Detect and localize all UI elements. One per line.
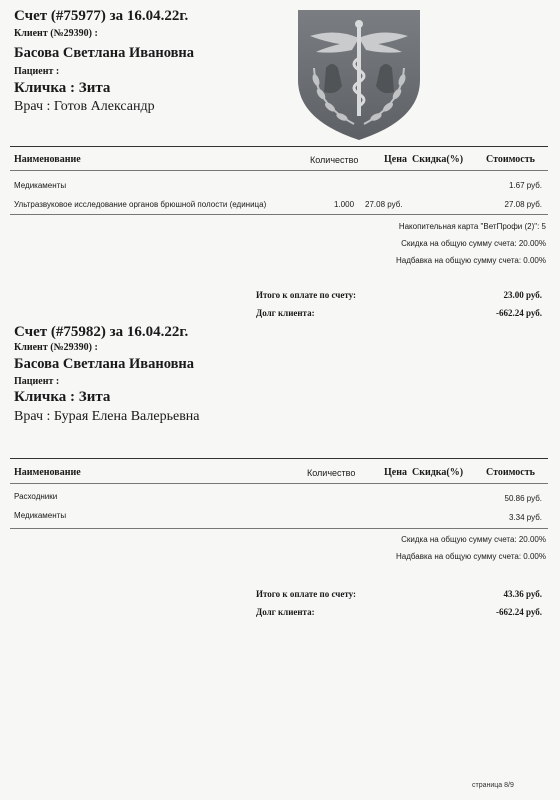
doctor-name: Врач : Бурая Елена Валерьевна <box>14 409 200 424</box>
col-header-discount: Скидка(%) <box>412 154 464 165</box>
note-loyalty-card: Накопительная карта "ВетПрофи (2)": 5 <box>398 222 546 231</box>
row-2-cost: 27.08 руб. <box>504 200 542 209</box>
header-bottom-rule <box>10 483 548 484</box>
client-name: Басова Светлана Ивановна <box>14 45 195 61</box>
row-2-qty: 1.000 <box>334 200 355 209</box>
patient-nickname: Кличка : Зита <box>14 389 111 405</box>
col-header-cost: Стоимость <box>486 154 535 165</box>
col-header-discount: Скидка(%) <box>412 467 464 478</box>
row-1-cost: 1.67 руб. <box>508 181 542 190</box>
table-bottom-rule <box>10 528 548 529</box>
client-label: Клиент (№29390) : <box>14 28 98 39</box>
total-value: 23.00 руб. <box>503 290 542 300</box>
total-label: Итого к оплате по счету: <box>256 589 357 599</box>
row-1-name: Медикаменты <box>14 181 67 190</box>
col-header-qty: Количество <box>310 155 359 165</box>
invoice-title: Счет (#75982) за 16.04.22г. <box>14 324 189 340</box>
row-2-price: 27.08 руб. <box>365 200 403 209</box>
client-name: Басова Светлана Ивановна <box>14 356 195 372</box>
doctor-name: Врач : Готов Александр <box>14 99 155 114</box>
row-2-name: Ультразвуковое исследование органов брюшной полости (единица) <box>14 200 267 209</box>
table-bottom-rule <box>10 214 548 215</box>
col-header-price: Цена <box>384 154 407 165</box>
page-number: страница 8/9 <box>472 782 514 789</box>
row-2-cost: 3.34 руб. <box>508 513 542 522</box>
row-2-name: Медикаменты <box>14 511 67 520</box>
client-label: Клиент (№29390) : <box>14 342 98 353</box>
note-markup: Надбавка на общую сумму счета: 0.00% <box>396 256 546 265</box>
debt-label: Долг клиента: <box>256 308 315 318</box>
debt-value: -662.24 руб. <box>495 308 542 318</box>
note-markup: Надбавка на общую сумму счета: 0.00% <box>396 552 546 561</box>
patient-label: Пациент : <box>14 66 60 77</box>
col-header-price: Цена <box>384 467 407 478</box>
row-1-name: Расходники <box>14 492 58 501</box>
invoice-title: Счет (#75977) за 16.04.22г. <box>14 8 189 24</box>
table-top-rule <box>10 146 548 147</box>
table-top-rule <box>10 458 548 459</box>
patient-nickname: Кличка : Зита <box>14 80 111 96</box>
col-header-cost: Стоимость <box>486 467 535 478</box>
patient-label: Пациент : <box>14 376 60 387</box>
total-value: 43.36 руб. <box>503 589 542 599</box>
note-discount: Скидка на общую сумму счета: 20.00% <box>401 535 546 544</box>
row-1-cost: 50.86 руб. <box>504 494 542 503</box>
col-header-qty: Количество <box>307 468 356 478</box>
debt-value: -662.24 руб. <box>495 607 542 617</box>
col-header-name: Наименование <box>14 154 81 165</box>
clinic-emblem-icon <box>296 8 422 142</box>
note-discount: Скидка на общую сумму счета: 20.00% <box>401 239 546 248</box>
header-bottom-rule <box>10 170 548 171</box>
col-header-name: Наименование <box>14 467 81 478</box>
total-label: Итого к оплате по счету: <box>256 290 357 300</box>
debt-label: Долг клиента: <box>256 607 315 617</box>
